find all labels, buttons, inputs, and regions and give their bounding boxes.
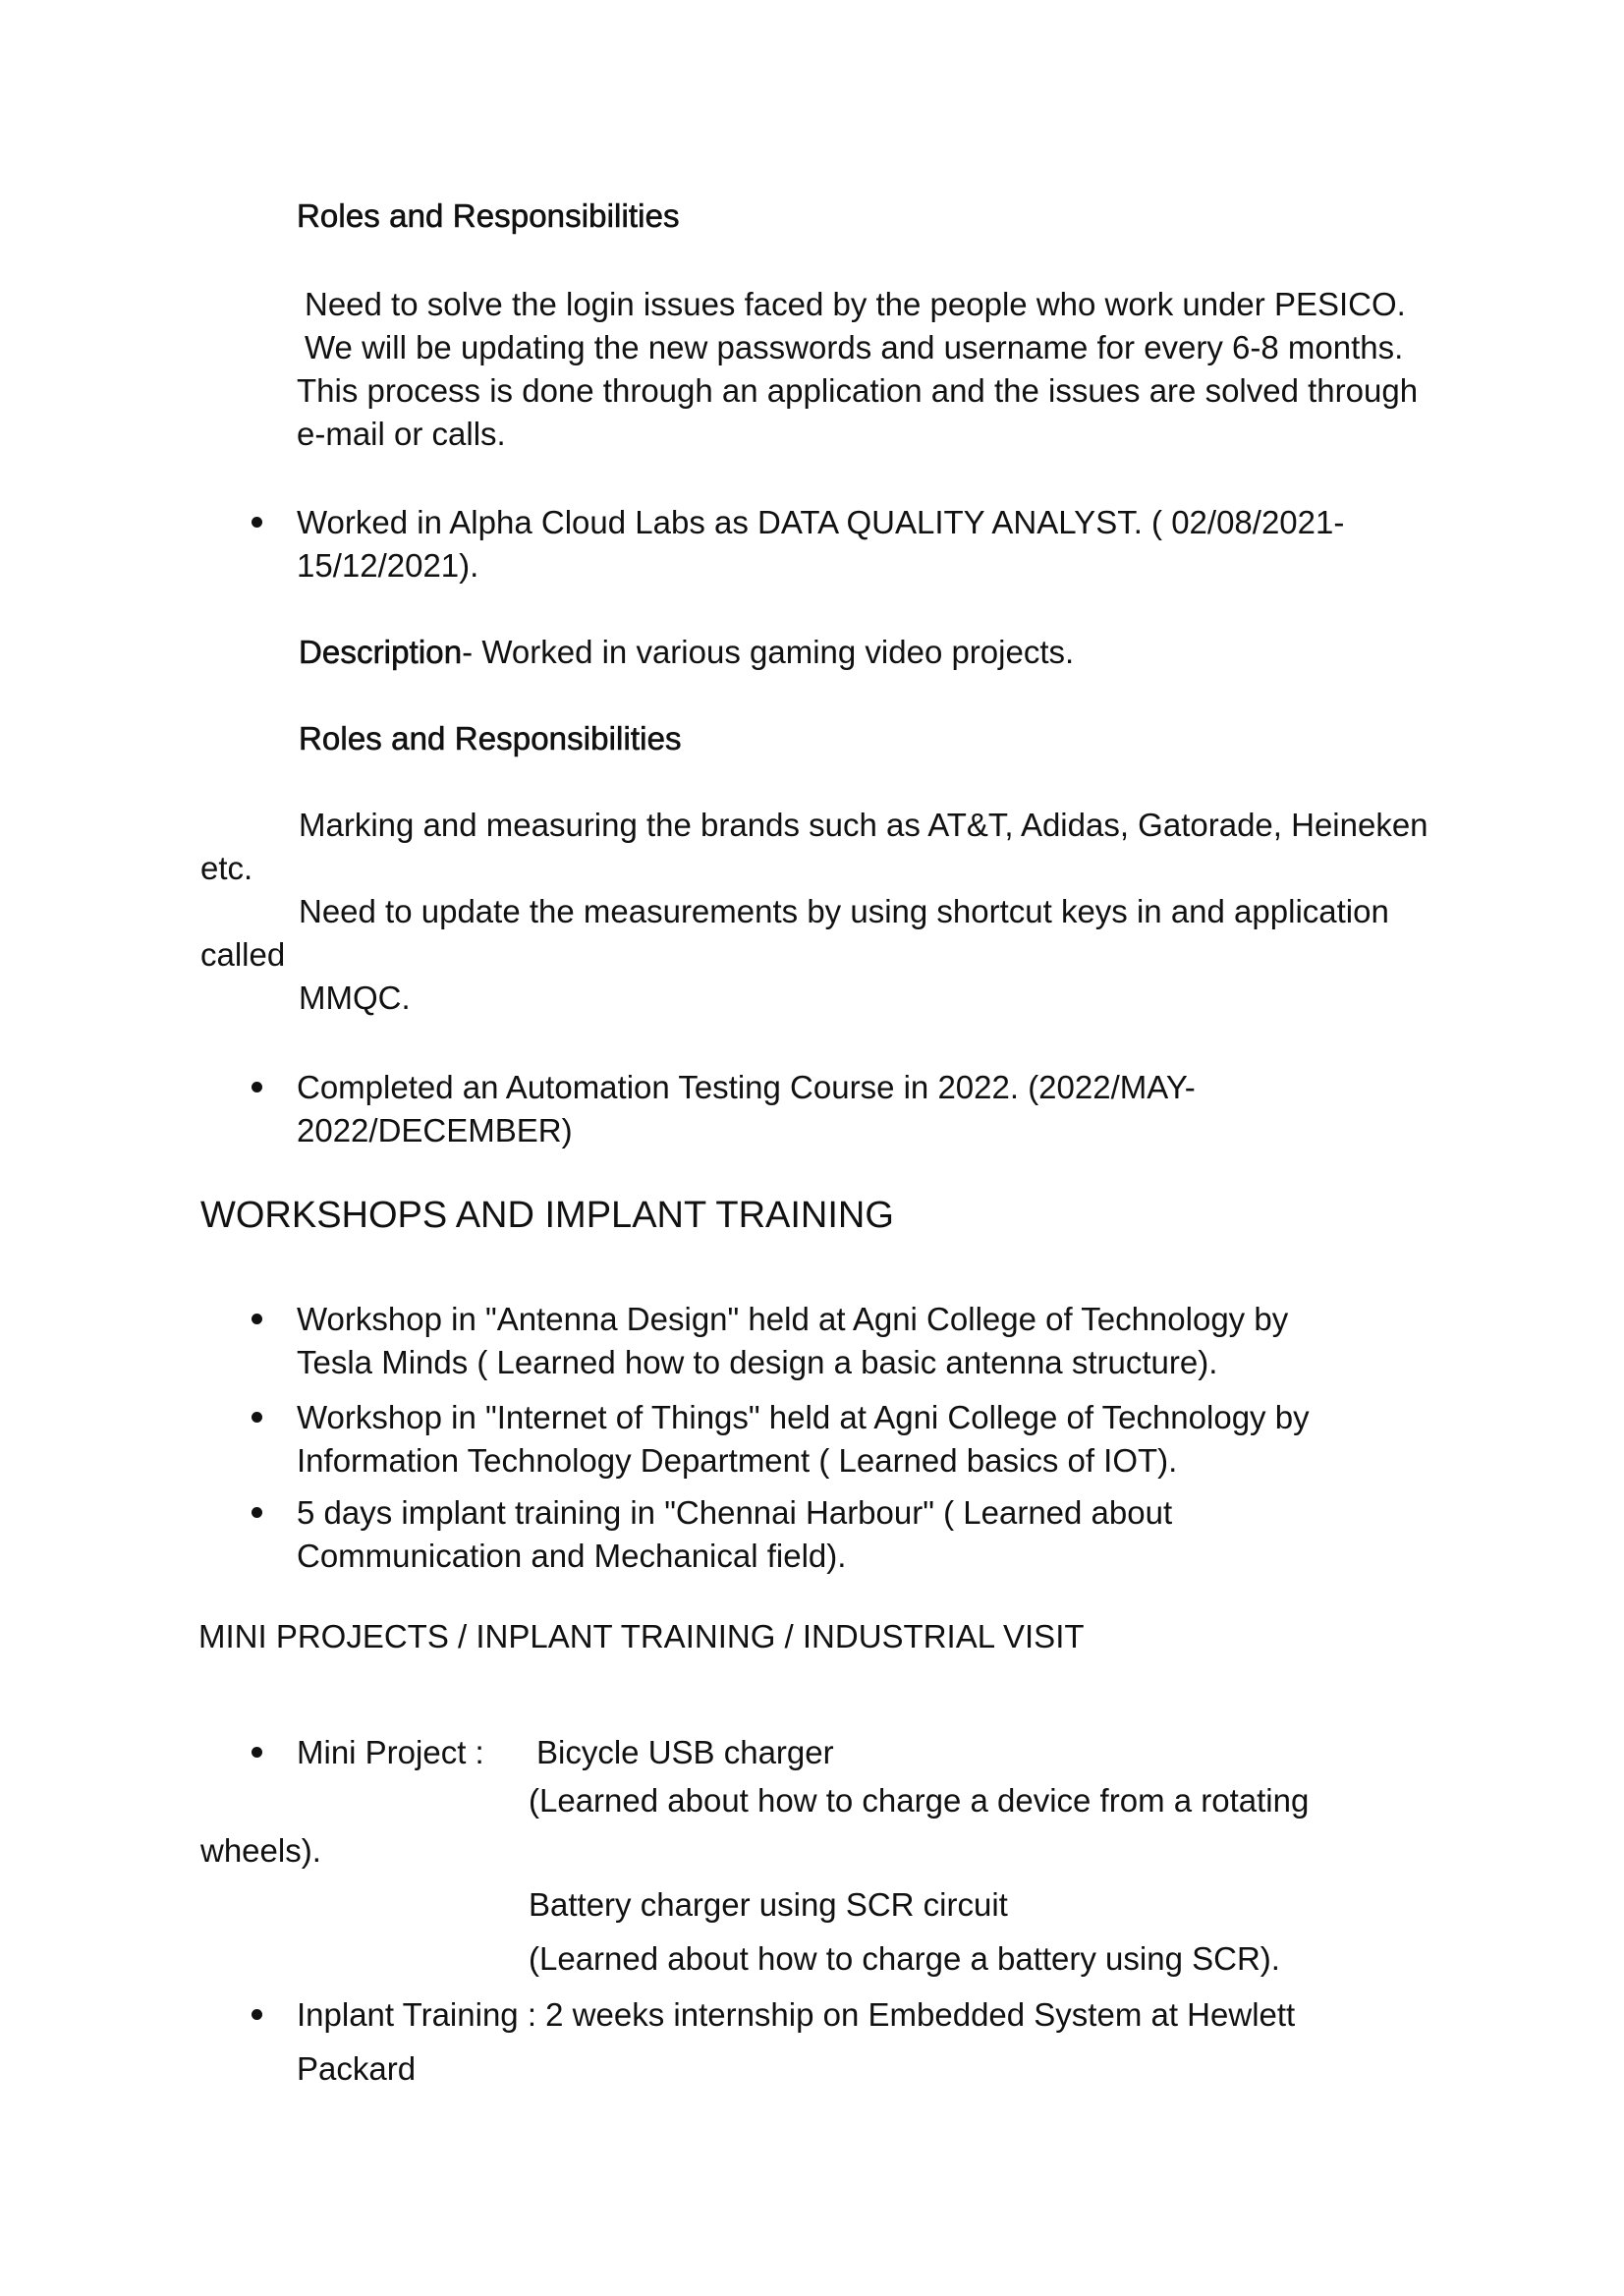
roles-line: e-mail or calls. [297, 416, 506, 452]
roles-line: Need to solve the login issues faced by the people who work under PESICO. [305, 286, 1406, 322]
workshop-item-line: Information Technology Department ( Learned basics of IOT). [297, 1442, 1178, 1479]
description-text: - Worked in various gaming video projects. [462, 634, 1075, 670]
workshop-item-line: Workshop in "Antenna Design" held at Agni College of Technology by [297, 1301, 1289, 1337]
bullet-icon [252, 517, 262, 528]
roles-line: We will be updating the new passwords and username for every 6-8 months. [305, 329, 1404, 365]
roles-line: called [200, 936, 286, 973]
inplant-training-line: Inplant Training : 2 weeks internship on Embedded System at Hewlett [297, 1996, 1296, 2033]
bullet-icon [252, 1412, 262, 1423]
workshop-item-line: 5 days implant training in "Chennai Harbour" ( Learned about [297, 1494, 1173, 1531]
workshop-item-line: Workshop in "Internet of Things" held at Agni College of Technology by [297, 1399, 1310, 1435]
inplant-training-line: Packard [297, 2050, 417, 2087]
bullet-icon [252, 1314, 262, 1324]
project-title: Bicycle USB charger [536, 1734, 834, 1770]
project-title: Battery charger using SCR circuit [529, 1886, 1008, 1923]
roles-line: Need to update the measurements by using shortcut keys in and application [299, 893, 1389, 929]
workshop-item-line: Communication and Mechanical field). [297, 1538, 847, 1574]
project-note: wheels). [200, 1832, 321, 1869]
mini-project-label: Mini Project : [297, 1734, 484, 1770]
job-entry-line: Worked in Alpha Cloud Labs as DATA QUALITY ANALYST. ( 02/08/2021- [297, 504, 1345, 540]
roles-line: etc. [200, 850, 253, 886]
bullet-icon [252, 1507, 262, 1518]
roles-line: MMQC. [299, 980, 411, 1016]
workshop-item-line: Tesla Minds ( Learned how to design a basic antenna structure). [297, 1344, 1218, 1380]
description-label: Description [299, 634, 463, 670]
job-entry-line: 15/12/2021). [297, 547, 479, 584]
mini-projects-heading: MINI PROJECTS / INPLANT TRAINING / INDUSTRIAL VISIT [198, 1618, 1085, 1654]
bullet-icon [252, 2009, 262, 2020]
roles-line: Marking and measuring the brands such as AT&T, Adidas, Gatorade, Heineken [299, 807, 1428, 843]
workshops-heading: WORKSHOPS AND IMPLANT TRAINING [200, 1195, 894, 1236]
project-note: (Learned about how to charge a battery using SCR). [529, 1940, 1280, 1977]
roles-heading: Roles and Responsibilities [297, 197, 680, 234]
bullet-icon [252, 1082, 262, 1092]
course-line: Completed an Automation Testing Course in 2022. (2022/MAY- [297, 1069, 1196, 1105]
bullet-icon [252, 1747, 262, 1758]
project-note: (Learned about how to charge a device from a rotating [529, 1782, 1310, 1819]
roles-heading: Roles and Responsibilities [299, 720, 682, 756]
course-line: 2022/DECEMBER) [297, 1112, 573, 1148]
roles-line: This process is done through an application and the issues are solved through [297, 372, 1419, 409]
description-line [299, 631, 1074, 674]
